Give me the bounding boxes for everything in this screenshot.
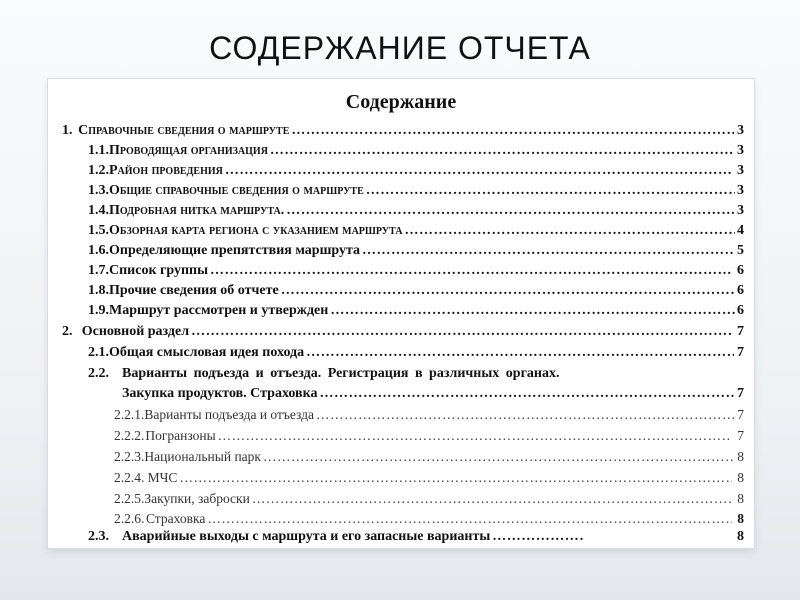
toc-leader-dots	[252, 489, 733, 509]
toc-entry-page: 3	[737, 143, 744, 158]
toc-entry-number: 1.4.	[88, 203, 109, 218]
toc-entry-number: 2.2.3.	[114, 449, 145, 464]
toc-entry-2-2-continuation[interactable]	[122, 384, 744, 404]
toc-entry-number: 2.3.	[88, 529, 109, 544]
toc-entry-title: Варианты подъезда и отъезда. Регистрация в различных органах.	[122, 366, 560, 381]
toc-entry-title: Общая смысловая идея похода	[109, 345, 305, 360]
toc-entry-title: Проводящая организация	[109, 143, 268, 158]
toc-entry-title: Основной раздел	[81, 324, 190, 339]
toc-entry-page: 6	[737, 263, 744, 278]
toc-entry-page: 6	[737, 283, 744, 298]
toc-entry-1-5[interactable]	[88, 221, 744, 241]
toc-entry-2-2-3[interactable]	[114, 447, 744, 467]
toc-entry-title: МЧС	[147, 470, 178, 485]
toc-entry-number: 1.3.	[88, 183, 109, 198]
toc-entry-title: Маршрут рассмотрен и утвержден	[109, 303, 329, 318]
toc-entry-number: 2.	[62, 324, 73, 339]
toc-entry-2-3[interactable]	[88, 527, 744, 547]
toc-entry-title: Список группы	[109, 263, 209, 278]
toc-entry-number: 1.1.	[88, 143, 109, 158]
toc-entry-number: 1.2.	[88, 163, 109, 178]
toc-heading: Содержание	[345, 91, 457, 113]
toc-entry-number: 2.2.2.	[114, 428, 145, 443]
toc-entry-1-9[interactable]	[88, 301, 744, 321]
toc-entry-title-continuation: Закупка продуктов. Страховка	[122, 386, 318, 401]
toc-entry-title: Аварийные выходы с маршрута и его запасные варианты	[122, 529, 491, 544]
toc-entry-title: Варианты подъезда и отъезда	[144, 407, 314, 422]
toc-entry-number: 1.6.	[88, 243, 109, 258]
toc-entry-title: Закупки, заброски	[144, 491, 250, 506]
toc-leader-dots	[330, 301, 734, 321]
toc-entry-page: 7	[737, 428, 745, 443]
toc-entry-page: 7	[737, 386, 744, 401]
toc-entry-2[interactable]	[62, 322, 744, 342]
toc-entry-1-2[interactable]	[88, 161, 744, 181]
document-page	[48, 79, 754, 548]
toc-entry-1-8[interactable]	[88, 281, 744, 301]
toc-entry-page: 8	[737, 491, 744, 506]
toc-entry-number: 1.9.	[88, 303, 109, 318]
toc-entry-page: 3	[737, 183, 744, 198]
toc-entry-number: 1.5.	[88, 223, 109, 238]
toc-leader-dots	[210, 261, 732, 281]
toc-leader-dots	[207, 509, 732, 529]
toc-entry-title: Справочные сведения о маршруте	[78, 123, 290, 138]
toc-entry-number: 2.2.4.	[114, 470, 145, 485]
toc-leader-dots	[225, 161, 733, 181]
toc-entry-number: 1.8.	[88, 283, 109, 298]
toc-entry-page: 6	[737, 303, 744, 318]
toc-entry-2-2-2[interactable]	[114, 426, 744, 446]
toc-entry-page: 4	[737, 223, 744, 238]
toc-leader-dots	[306, 343, 734, 363]
toc-leader-dots	[492, 527, 584, 547]
toc-leader-dots	[218, 426, 733, 446]
toc-entry-title: Общие справочные сведения о маршруте	[109, 183, 364, 198]
toc-entry-title: Страховка	[145, 511, 206, 526]
toc-leader-dots	[281, 281, 734, 301]
toc-entry-2-2-1[interactable]	[114, 405, 744, 425]
toc-leader-dots	[270, 141, 734, 161]
toc-entry-title: Район проведения	[109, 163, 223, 178]
toc-entry-number: 2.2.	[88, 366, 109, 381]
toc-entry-2-2-6[interactable]	[114, 509, 744, 529]
toc-entry-1[interactable]	[62, 121, 744, 141]
toc-entry-1-7[interactable]	[88, 261, 744, 281]
toc-entry-page: 3	[737, 163, 744, 178]
toc-entry-title: Погранзоны	[145, 428, 216, 443]
table-of-contents	[48, 79, 754, 548]
toc-entry-number: 2.2.6.	[114, 511, 145, 526]
toc-entry-title: Национальный парк	[144, 449, 261, 464]
toc-entry-title: Прочие сведения об отчете	[109, 283, 279, 298]
toc-entry-number: 2.2.1.	[114, 407, 145, 422]
toc-entry-1-1[interactable]	[88, 141, 744, 161]
toc-leader-dots	[191, 322, 732, 342]
toc-entry-number: 1.	[62, 123, 73, 138]
toc-entry-1-3[interactable]	[88, 181, 744, 201]
toc-leader-dots	[286, 201, 734, 221]
toc-entry-2-1[interactable]	[88, 343, 744, 363]
toc-leader-dots	[319, 384, 734, 404]
toc-entry-page: 7	[737, 324, 744, 339]
toc-leader-dots	[179, 468, 731, 488]
toc-entry-number: 2.1.	[88, 345, 109, 360]
toc-entry-2-2-5[interactable]	[114, 489, 744, 509]
toc-leader-dots	[291, 121, 734, 141]
toc-entry-1-6[interactable]	[88, 241, 744, 261]
toc-entry-page: 8	[737, 470, 744, 485]
toc-entry-title: Определяющие препятствия маршрута	[109, 243, 361, 258]
toc-leader-dots	[366, 181, 735, 201]
toc-entry-2-2[interactable]	[88, 364, 704, 384]
slide-title: СОДЕРЖАНИЕ ОТЧЕТА	[209, 30, 591, 66]
toc-entry-page: 5	[737, 243, 744, 258]
toc-entry-page: 7	[737, 345, 744, 360]
toc-entry-page: 3	[737, 123, 744, 138]
toc-entry-1-4[interactable]	[88, 201, 744, 221]
toc-entry-2-2-4[interactable]	[114, 468, 744, 488]
toc-leader-dots	[316, 405, 734, 425]
toc-entry-page: 7	[737, 407, 744, 422]
toc-leader-dots	[263, 447, 733, 467]
toc-leader-dots	[404, 221, 735, 241]
toc-entry-page: 8	[737, 449, 744, 464]
toc-entry-title: Обзорная карта региона с указанием маршрута	[109, 223, 403, 238]
toc-entry-number: 1.7.	[88, 263, 109, 278]
toc-entry-page: 8	[737, 511, 744, 526]
toc-leader-dots	[362, 241, 735, 261]
toc-entry-number: 2.2.5.	[114, 491, 145, 506]
toc-entry-page: 3	[737, 203, 744, 218]
toc-entry-page: 8	[737, 529, 744, 544]
toc-entry-title: Подробная нитка маршрута.	[109, 203, 285, 218]
